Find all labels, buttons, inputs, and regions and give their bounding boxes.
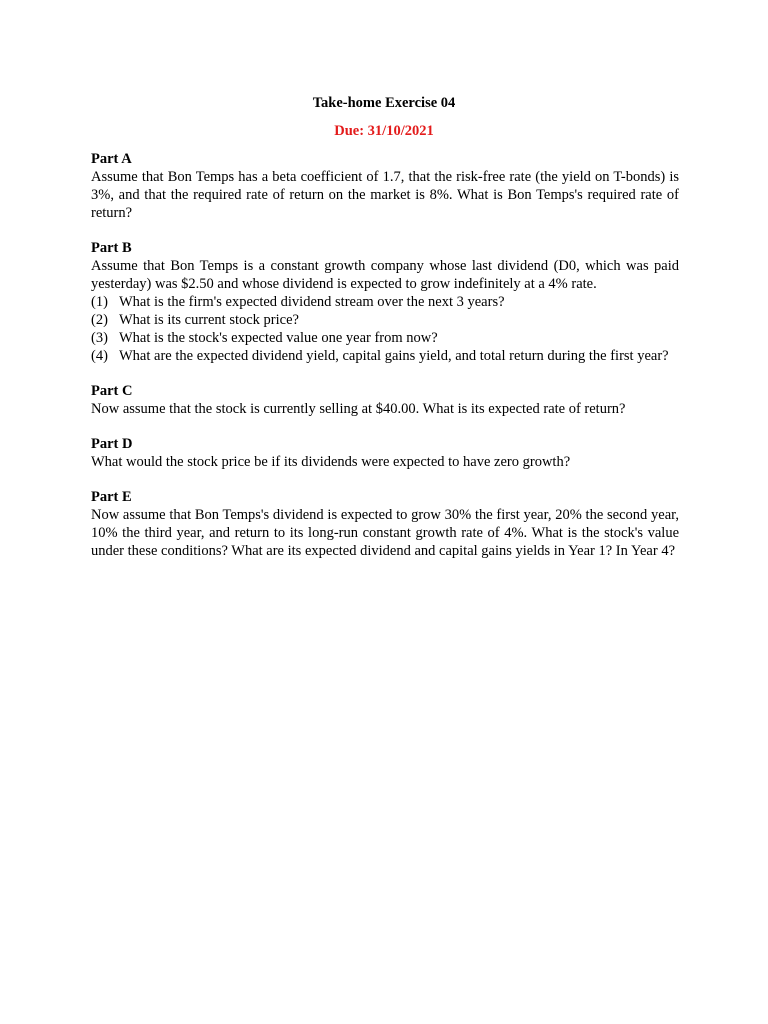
part-e-text: Now assume that Bon Temps's dividend is expected to grow 30% the first year, 20% the second year, 10% the third year, and return to its long-run constant growth rate of 4%. What is the stock's value under these conditions? What are its expected dividend and capital gains yields in Year 1? In Year 4? (91, 507, 679, 559)
part-c-text: Now assume that the stock is currently selling at $40.00. What is its expected rate of return? (91, 401, 626, 417)
list-item (91, 293, 679, 311)
document-body (91, 150, 679, 577)
question-text: What is the stock's expected value one year from now? (119, 330, 438, 346)
question-number: (3) (91, 330, 108, 346)
question-text: What is the firm's expected dividend stream over the next 3 years? (119, 294, 505, 310)
part-d-heading: Part D (91, 436, 133, 452)
part-a-text: Assume that Bon Temps has a beta coefficient of 1.7, that the risk-free rate (the yield on T-bonds) is 3%, and that the required rate of return on the market is 8%. What is Bon Temps's required rate of return? (91, 169, 679, 221)
part-c-heading: Part C (91, 383, 133, 399)
part-a-heading: Part A (91, 151, 132, 167)
part-b-text: Assume that Bon Temps is a constant growth company whose last dividend (D0, which was paid yesterday) was $2.50 and whose dividend is expected to grow indefinitely at a 4% rate. (91, 258, 679, 292)
list-item (91, 329, 679, 347)
part-e-section (91, 488, 679, 560)
part-a-section (91, 150, 679, 222)
question-text: What are the expected dividend yield, capital gains yield, and total return during the first year? (119, 348, 669, 364)
question-number: (1) (91, 294, 108, 310)
question-number: (2) (91, 312, 108, 328)
due-date: Due: 31/10/2021 (334, 123, 434, 139)
part-b-question-list (91, 293, 679, 365)
part-b-heading: Part B (91, 240, 132, 256)
question-text: What is its current stock price? (119, 312, 299, 328)
list-item (91, 311, 679, 329)
question-number: (4) (91, 348, 108, 364)
part-d-text: What would the stock price be if its dividends were expected to have zero growth? (91, 454, 571, 470)
document-title: Take-home Exercise 04 (312, 95, 456, 111)
part-c-section (91, 382, 679, 418)
part-d-section (91, 435, 679, 471)
part-e-heading: Part E (91, 489, 132, 505)
part-b-section (91, 239, 679, 365)
list-item (91, 347, 679, 365)
